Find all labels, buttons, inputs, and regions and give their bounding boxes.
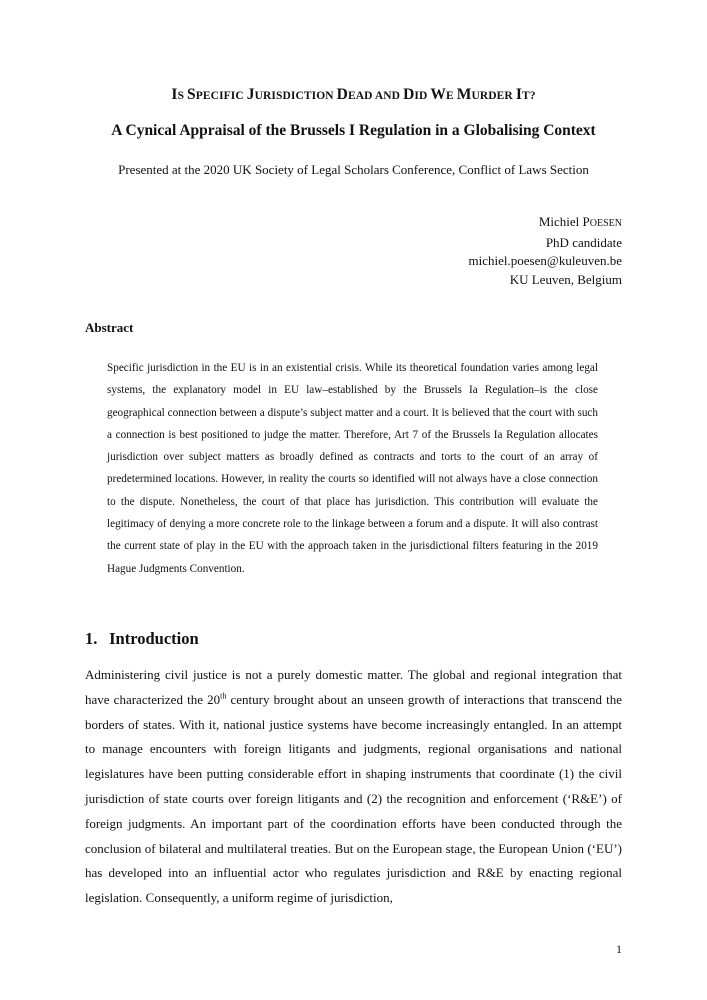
page-number: 1 bbox=[616, 942, 622, 956]
section-number: 1. bbox=[85, 629, 98, 648]
author-affiliation: KU Leuven, Belgium bbox=[509, 271, 622, 287]
section-title: Introduction bbox=[109, 629, 199, 648]
author-block bbox=[469, 213, 622, 289]
author-email: michiel.poesen@kuleuven.be bbox=[468, 253, 622, 268]
presentation-note: Presented at the 2020 UK Society of Legal Scholars Conference, Conflict of Laws Section bbox=[118, 162, 589, 177]
section-heading-introduction bbox=[85, 629, 199, 649]
abstract-body: Specific jurisdiction in the EU is in an existential crisis. While its theoretical foundation varies among legal systems, the explanatory model in EU law–established by the Brussels Ia Regulation–is the close geographical connection between a dispute’s subject matter and a court. It is believed that the court with such a connection is best positioned to judge the matter. Therefore, Art 7 of the Brussels Ia Regulation allocates jurisdiction over subject matters as broadly defined as contracts and torts to the court of an array of predetermined locations. However, in reality the courts so identified will not always have a close connection to the dispute. Nonetheless, the court of that place has jurisdiction. This contribution will evaluate the legitimacy of denying a more concrete role to the linkage between a forum and a dispute. It will also contrast the current state of play in the EU with the approach taken in the jurisdictional filters featuring in the 2019 Hague Judgments Convention. bbox=[107, 362, 598, 575]
paper-subtitle: A Cynical Appraisal of the Brussels I Regulation in a Globalising Context bbox=[111, 122, 596, 139]
paper-title: IS SPECIFIC JURISDICTION DEAD AND DID WE MURDER IT? bbox=[171, 86, 536, 103]
introduction-body: Administering civil justice is not a purely domestic matter. The global and regional integration that have characterized the 20th century brought about an unseen growth of interactions that transcend the borders of states. With it, national justice systems have become increasingly entangled. In an attempt to manage encounters with foreign litigants and judgments, regional organisations and national legislatures have been putting considerable effort in shaping instruments that coordinate (1) the civil jurisdiction of state courts over foreign litigants and (2) the recognition and enforcement (‘R&E’) of foreign judgments. An important part of the coordination efforts have been conducted through the conclusion of bilateral and multilateral treaties. But on the European stage, the European Union (‘EU’) has developed into an influential actor who regulates jurisdiction and R&E by enacting regional legislation. Consequently, a uniform regime of jurisdiction, bbox=[85, 667, 622, 906]
abstract-heading: Abstract bbox=[85, 320, 134, 335]
author-role: PhD candidate bbox=[545, 234, 622, 250]
author-name: Michiel POESEN bbox=[538, 214, 622, 229]
